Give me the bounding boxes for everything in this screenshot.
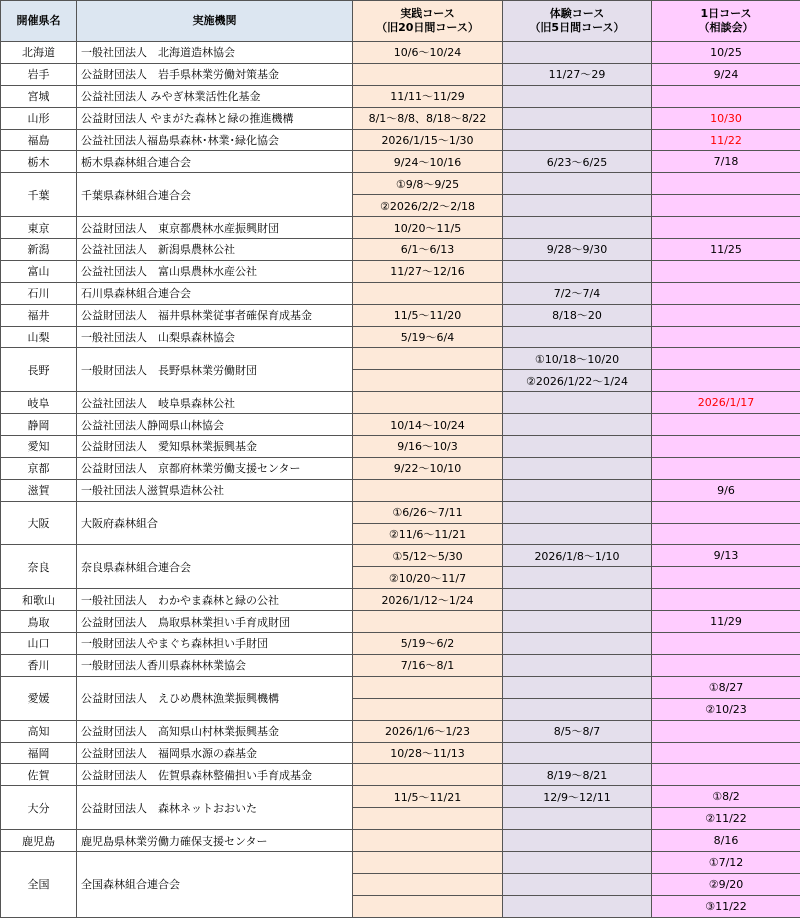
prefecture-cell: 岐阜 [1,392,77,414]
prefecture-cell: 鳥取 [1,611,77,633]
organization-cell: 公益財団法人 福井県林業従事者確保育成基金 [77,304,353,326]
header-experience [503,1,652,42]
practical-course-cell: ②10/20～11/7 [353,567,503,589]
table-row [1,786,800,808]
header-pref: 開催県名 [1,1,77,42]
practical-course-cell: 2026/1/15～1/30 [353,129,503,151]
table-row [1,63,800,85]
oneday-course-cell: ①7/12 [652,851,800,873]
header-practical-line2: （旧20日間コース） [376,21,479,34]
prefecture-cell: 静岡 [1,414,77,436]
practical-course-cell: 10/14～10/24 [353,414,503,436]
prefecture-cell: 石川 [1,282,77,304]
experience-course-cell [503,436,652,458]
table-row [1,720,800,742]
prefecture-cell: 宮城 [1,85,77,107]
practical-course-cell [353,764,503,786]
experience-course-cell: 8/5～8/7 [503,720,652,742]
prefecture-cell: 大分 [1,786,77,830]
organization-cell: 公益社団法人静岡県山林協会 [77,414,353,436]
practical-course-cell [353,698,503,720]
oneday-course-cell [652,195,800,217]
oneday-course-cell [652,173,800,195]
prefecture-cell: 愛媛 [1,676,77,720]
practical-course-cell: ①6/26～7/11 [353,501,503,523]
prefecture-cell: 富山 [1,260,77,282]
experience-course-cell [503,742,652,764]
experience-course-cell [503,107,652,129]
header-oneday [652,1,800,42]
organization-cell: 公益財団法人 京都府林業労働支援センター [77,457,353,479]
table-body [1,42,800,918]
experience-course-cell [503,414,652,436]
organization-cell: 公益財団法人 佐賀県森林整備担い手育成基金 [77,764,353,786]
prefecture-cell: 岩手 [1,63,77,85]
experience-course-cell [503,457,652,479]
oneday-course-cell: 11/22 [652,129,800,151]
oneday-course-cell: 10/30 [652,107,800,129]
organization-cell: 一般財団法人 長野県林業労働財団 [77,348,353,392]
oneday-course-cell: ①8/27 [652,676,800,698]
organization-cell: 鹿児島県林業労働力確保支援センター [77,830,353,852]
prefecture-cell: 全国 [1,851,77,917]
practical-course-cell: 9/16～10/3 [353,436,503,458]
experience-course-cell: 2026/1/8～1/10 [503,545,652,567]
practical-course-cell: 10/20～11/5 [353,217,503,239]
experience-course-cell [503,85,652,107]
table-row [1,173,800,195]
organization-cell: 公益財団法人 えひめ農林漁業振興機構 [77,676,353,720]
oneday-course-cell [652,414,800,436]
experience-course-cell: 11/27～29 [503,63,652,85]
prefecture-cell: 大阪 [1,501,77,545]
practical-course-cell: 11/5～11/20 [353,304,503,326]
oneday-course-cell: 9/6 [652,479,800,501]
prefecture-cell: 京都 [1,457,77,479]
practical-course-cell: 5/19～6/4 [353,326,503,348]
prefecture-cell: 栃木 [1,151,77,173]
practical-course-cell: 9/22～10/10 [353,457,503,479]
oneday-course-cell: 11/25 [652,239,800,261]
prefecture-cell: 福井 [1,304,77,326]
table-row [1,457,800,479]
oneday-course-cell [652,436,800,458]
table-row [1,107,800,129]
prefecture-cell: 新潟 [1,239,77,261]
experience-course-cell [503,851,652,873]
table-row [1,239,800,261]
table-row [1,151,800,173]
prefecture-cell: 北海道 [1,42,77,64]
practical-course-cell: 11/5～11/21 [353,786,503,808]
oneday-course-cell [652,654,800,676]
organization-cell: 全国森林組合連合会 [77,851,353,917]
table-row [1,764,800,786]
table-row [1,414,800,436]
oneday-course-cell [652,633,800,655]
experience-course-cell [503,698,652,720]
organization-cell: 公益社団法人福島県森林･林業･緑化協会 [77,129,353,151]
oneday-course-cell [652,348,800,370]
organization-cell: 千葉県森林組合連合会 [77,173,353,217]
organization-cell: 奈良県森林組合連合会 [77,545,353,589]
experience-course-cell [503,392,652,414]
organization-cell: 一般社団法人滋賀県造林公社 [77,479,353,501]
experience-course-cell [503,129,652,151]
oneday-course-cell [652,764,800,786]
organization-cell: 石川県森林組合連合会 [77,282,353,304]
table-row [1,851,800,873]
practical-course-cell [353,830,503,852]
practical-course-cell: ②2026/2/2～2/18 [353,195,503,217]
practical-course-cell [353,282,503,304]
experience-course-cell [503,217,652,239]
organization-cell: 公益財団法人 やまがた森林と緑の推進機構 [77,107,353,129]
oneday-course-cell [652,457,800,479]
experience-course-cell: ②2026/1/22～1/24 [503,370,652,392]
prefecture-cell: 鹿児島 [1,830,77,852]
experience-course-cell [503,611,652,633]
oneday-course-cell [652,282,800,304]
practical-course-cell [353,808,503,830]
table-row [1,633,800,655]
table-row [1,830,800,852]
practical-course-cell [353,63,503,85]
organization-cell: 公益財団法人 東京都農林水産振興財団 [77,217,353,239]
organization-cell: 公益社団法人 富山県農林水産公社 [77,260,353,282]
experience-course-cell [503,808,652,830]
oneday-course-cell: 10/25 [652,42,800,64]
experience-course-cell [503,830,652,852]
experience-course-cell: 9/28～9/30 [503,239,652,261]
practical-course-cell [353,348,503,370]
table-row [1,260,800,282]
organization-cell: 一般社団法人 山梨県森林協会 [77,326,353,348]
practical-course-cell: 10/28～11/13 [353,742,503,764]
oneday-course-cell: 8/16 [652,830,800,852]
oneday-course-cell: 11/29 [652,611,800,633]
organization-cell: 公益財団法人 福岡県水源の森基金 [77,742,353,764]
organization-cell: 一般財団法人やまぐち森林担い手財団 [77,633,353,655]
prefecture-cell: 福岡 [1,742,77,764]
organization-cell: 栃木県森林組合連合会 [77,151,353,173]
oneday-course-cell [652,217,800,239]
organization-cell: 公益社団法人 みやぎ林業活性化基金 [77,85,353,107]
experience-course-cell [503,633,652,655]
organization-cell: 一般社団法人 北海道造林協会 [77,42,353,64]
prefecture-cell: 東京 [1,217,77,239]
experience-course-cell [503,589,652,611]
practical-course-cell [353,873,503,895]
table-row [1,479,800,501]
oneday-course-cell [652,260,800,282]
experience-course-cell [503,42,652,64]
practical-course-cell: 2026/1/12～1/24 [353,589,503,611]
header-practical-line1: 実践コース [400,7,454,20]
prefecture-cell: 奈良 [1,545,77,589]
practical-course-cell: 9/24～10/16 [353,151,503,173]
organization-cell: 公益社団法人 新潟県農林公社 [77,239,353,261]
oneday-course-cell: 2026/1/17 [652,392,800,414]
oneday-course-cell [652,742,800,764]
header-org: 実施機関 [77,1,353,42]
practical-course-cell: 10/6～10/24 [353,42,503,64]
experience-course-cell: ①10/18～10/20 [503,348,652,370]
oneday-course-cell [652,567,800,589]
table-row [1,676,800,698]
experience-course-cell [503,567,652,589]
table-row [1,85,800,107]
organization-cell: 大阪府森林組合 [77,501,353,545]
practical-course-cell: 11/11～11/29 [353,85,503,107]
oneday-course-cell: 7/18 [652,151,800,173]
table-row [1,129,800,151]
prefecture-cell: 和歌山 [1,589,77,611]
table-row [1,501,800,523]
experience-course-cell [503,895,652,917]
practical-course-cell: 2026/1/6～1/23 [353,720,503,742]
oneday-course-cell [652,304,800,326]
prefecture-cell: 山口 [1,633,77,655]
table-row [1,42,800,64]
prefecture-cell: 山梨 [1,326,77,348]
header-experience-line1: 体験コース [550,7,604,20]
prefecture-cell: 長野 [1,348,77,392]
table-row [1,282,800,304]
experience-course-cell: 12/9～12/11 [503,786,652,808]
organization-cell: 公益社団法人 岐阜県森林公社 [77,392,353,414]
oneday-course-cell [652,720,800,742]
practical-course-cell [353,392,503,414]
oneday-course-cell [652,326,800,348]
header-oneday-line2: （相談会） [699,21,754,34]
experience-course-cell [503,326,652,348]
oneday-course-cell [652,370,800,392]
organization-cell: 公益財団法人 岩手県林業労働対策基金 [77,63,353,85]
experience-course-cell [503,173,652,195]
organization-cell: 公益財団法人 鳥取県林業担い手育成財団 [77,611,353,633]
oneday-course-cell [652,85,800,107]
experience-course-cell: 6/23～6/25 [503,151,652,173]
practical-course-cell [353,851,503,873]
header-row [1,1,800,42]
organization-cell: 一般社団法人 わかやま森林と緑の公社 [77,589,353,611]
practical-course-cell: 6/1～6/13 [353,239,503,261]
table-row [1,326,800,348]
experience-course-cell: 7/2～7/4 [503,282,652,304]
practical-course-cell: ①9/8～9/25 [353,173,503,195]
oneday-course-cell: 9/13 [652,545,800,567]
oneday-course-cell [652,589,800,611]
oneday-course-cell [652,501,800,523]
table-row [1,217,800,239]
oneday-course-cell: ②9/20 [652,873,800,895]
practical-course-cell [353,611,503,633]
prefecture-cell: 愛知 [1,436,77,458]
practical-course-cell: 5/19～6/2 [353,633,503,655]
prefecture-cell: 佐賀 [1,764,77,786]
oneday-course-cell: 9/24 [652,63,800,85]
prefecture-cell: 滋賀 [1,479,77,501]
table-row [1,611,800,633]
table-row [1,392,800,414]
table-row [1,304,800,326]
organization-cell: 一般財団法人香川県森林林業協会 [77,654,353,676]
organization-cell: 公益財団法人 愛知県林業振興基金 [77,436,353,458]
table-row [1,436,800,458]
experience-course-cell [503,260,652,282]
experience-course-cell: 8/18～20 [503,304,652,326]
table-row [1,742,800,764]
experience-course-cell [503,195,652,217]
experience-course-cell [503,479,652,501]
practical-course-cell: ①5/12～5/30 [353,545,503,567]
experience-course-cell [503,873,652,895]
oneday-course-cell: ①8/2 [652,786,800,808]
oneday-course-cell: ③11/22 [652,895,800,917]
practical-course-cell: 7/16～8/1 [353,654,503,676]
prefecture-cell: 香川 [1,654,77,676]
prefecture-cell: 高知 [1,720,77,742]
practical-course-cell [353,895,503,917]
experience-course-cell [503,654,652,676]
table-row [1,589,800,611]
oneday-course-cell: ②11/22 [652,808,800,830]
prefecture-cell: 山形 [1,107,77,129]
oneday-course-cell: ②10/23 [652,698,800,720]
header-practical [353,1,503,42]
experience-course-cell [503,676,652,698]
practical-course-cell [353,479,503,501]
organization-cell: 公益財団法人 森林ネットおおいた [77,786,353,830]
practical-course-cell [353,370,503,392]
table-row [1,545,800,567]
practical-course-cell: 11/27～12/16 [353,260,503,282]
experience-course-cell [503,523,652,545]
practical-course-cell: ②11/6～11/21 [353,523,503,545]
header-oneday-line1: 1日コース [700,7,751,20]
practical-course-cell [353,676,503,698]
practical-course-cell: 8/1～8/8、8/18～8/22 [353,107,503,129]
header-experience-line2: （旧5日間コース） [529,21,624,34]
oneday-course-cell [652,523,800,545]
prefecture-cell: 福島 [1,129,77,151]
experience-course-cell [503,501,652,523]
table-row [1,654,800,676]
organization-cell: 公益財団法人 高知県山村林業振興基金 [77,720,353,742]
table-row [1,348,800,370]
prefecture-cell: 千葉 [1,173,77,217]
experience-course-cell: 8/19～8/21 [503,764,652,786]
